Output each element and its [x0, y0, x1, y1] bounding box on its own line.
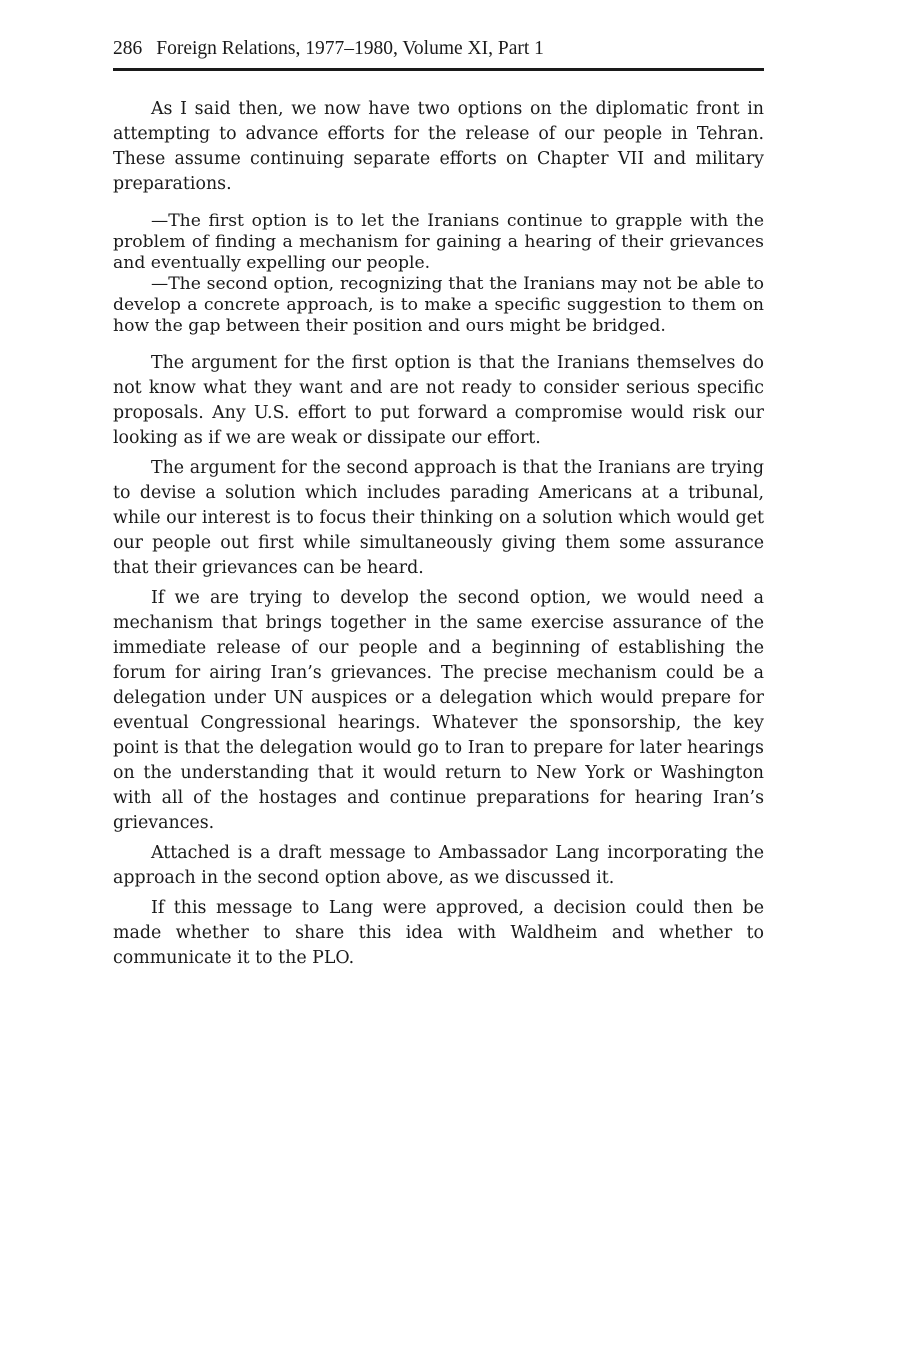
running-head	[113, 36, 764, 71]
document-page	[113, 36, 764, 976]
paragraph-decision: If this message to Lang were approved, a decision could then be made whether to share this idea with Waldheim and whether to communicate it to the PLO.	[113, 898, 764, 968]
body-text	[113, 97, 764, 971]
paragraph-mechanism: If we are trying to develop the second option, we would need a mechanism that brings together in the same exercise assurance of the immediate release of our people and a beginning of establishing the forum for airing Iran’s grievances. The precise mechanism could be a delegation under UN auspices or a delegation which would prepare for eventual Congressional hearings. Whatever the sponsorship, the key point is that the delegation would go to Iran to prepare for later hearings on the understanding that it would return to New York or Washington with all of the hostages and continue preparations for hearing Iran’s grievances.	[113, 588, 764, 833]
paragraph-attached-draft: Attached is a draft message to Ambassador Lang incorporating the approach in the second option above, as we discussed it.	[113, 843, 764, 888]
paragraph-first-option-argument: The argument for the first option is that the Iranians themselves do not know what they want and are not ready to consider serious specific proposals. Any U.S. effort to put forward a compromise would risk our looking as if we are weak or dissipate our effort.	[113, 353, 764, 448]
paragraph-second-approach-argument: The argument for the second approach is that the Iranians are trying to devise a solution which includes parading Americans at a tribunal, while our interest is to focus their thinking on a solution which would get our people out first while simultaneously giving them some assurance that their grievances can be heard.	[113, 458, 764, 578]
options-list	[113, 211, 764, 337]
running-title: Foreign Relations, 1977–1980, Volume XI, Part 1	[156, 38, 544, 59]
paragraph-options-intro: As I said then, we now have two options on the diplomatic front in attempting to advance efforts for the release of our people in Tehran. These assume continuing separate efforts on Chapter VII and military preparations.	[113, 99, 764, 194]
option-first: —The first option is to let the Iranians continue to grapple with the problem of finding a mechanism for gaining a hearing of their grievances and eventually expelling our people.	[113, 211, 764, 273]
option-second: —The second option, recognizing that the Iranians may not be able to develop a concrete approach, is to make a specific suggestion to them on how the gap between their position and ours might be bridged.	[113, 274, 764, 336]
page-number: 286	[113, 38, 143, 59]
